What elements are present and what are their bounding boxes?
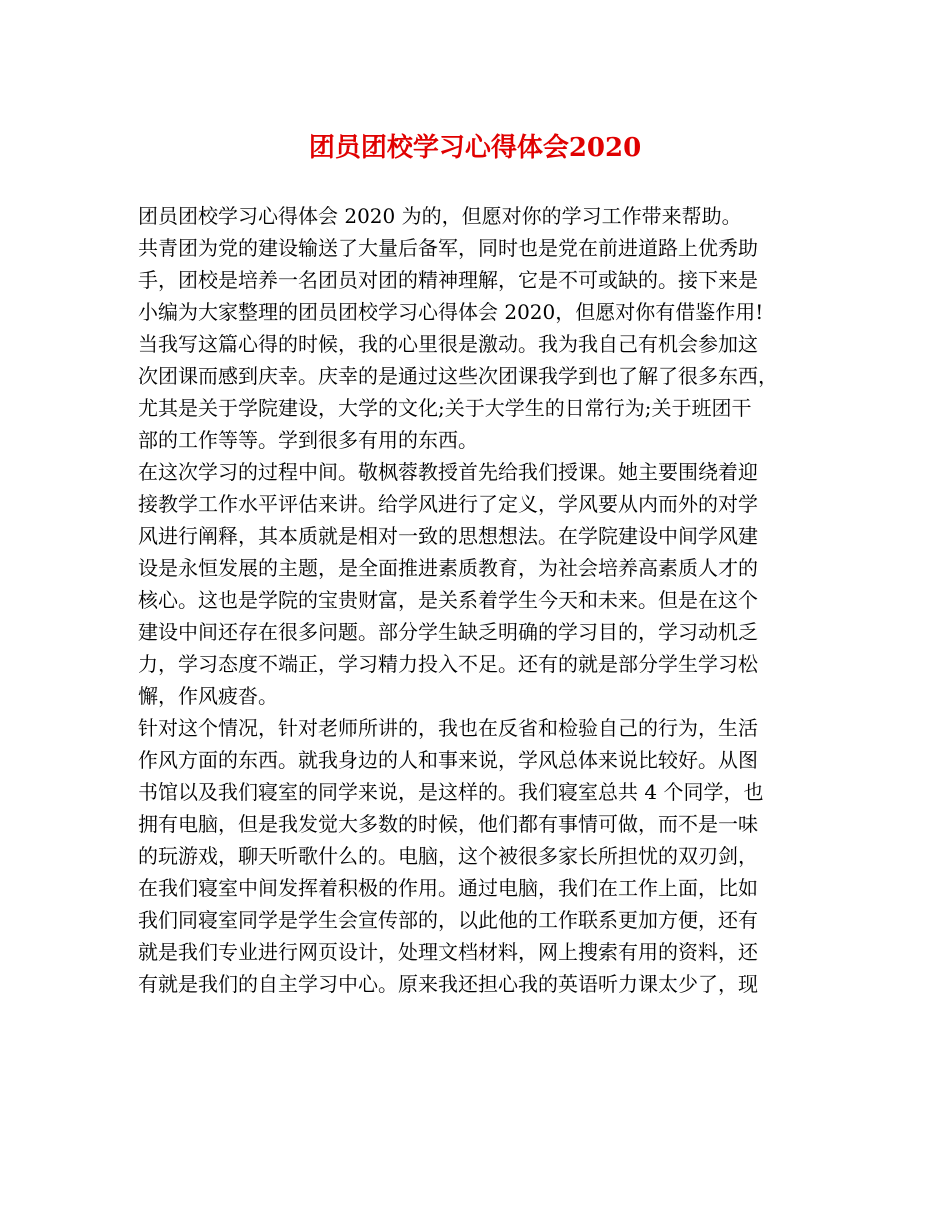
text-line: 拥有电脑，但是我发觉大多数的时候，他们都有事情可做，而不是一味 [138,812,758,836]
text-line: 次团课而感到庆幸。庆幸的是通过这些次团课我学到也了解了很多东西， [138,364,778,388]
text-line: 小编为大家整理的团员团校学习心得体会 2020，但愿对你有借鉴作用! [138,300,764,324]
text-line: 核心。这也是学院的宝贵财富，是关系着学生今天和未来。但是在这个 [138,588,758,612]
text-line: 手，团校是培养一名团员对团的精神理解，它是不可或缺的。接下来是 [138,268,758,292]
text-line: 作风方面的东西。就我身边的人和事来说，学风总体来说比较好。从图 [138,748,758,772]
text-line: 共青团为党的建设输送了大量后备军，同时也是党在前进道路上优秀助 [138,236,758,260]
text-line: 建设中间还存在很多问题。部分学生缺乏明确的学习目的，学习动机乏 [138,620,758,644]
text-line: 的玩游戏，聊天听歌什么的。电脑，这个被很多家长所担忧的双刃剑， [138,844,758,868]
text-line: 懈，作风疲沓。 [138,684,278,708]
text-line: 就是我们专业进行网页设计，处理文档材料，网上搜索有用的资料，还 [138,940,758,964]
text-line: 力，学习态度不端正，学习精力投入不足。还有的就是部分学生学习松 [138,652,758,676]
text-line: 接教学工作水平评估来讲。给学风进行了定义，学风要从内而外的对学 [138,492,758,516]
text-line: 风进行阐释，其本质就是相对一致的思想想法。在学院建设中间学风建 [138,524,758,548]
text-line: 在这次学习的过程中间。敬枫蓉教授首先给我们授课。她主要围绕着迎 [138,460,758,484]
text-line: 设是永恒发展的主题，是全面推进素质教育，为社会培养高素质人才的 [138,556,758,580]
text-line: 当我写这篇心得的时候，我的心里很是激动。我为我自己有机会参加这 [138,332,758,356]
text-line: 有就是我们的自主学习中心。原来我还担心我的英语听力课太少了，现 [138,972,758,996]
document-body [138,200,818,1000]
text-line: 部的工作等等。学到很多有用的东西。 [138,428,478,452]
text-line: 在我们寝室中间发挥着积极的作用。通过电脑，我们在工作上面，比如 [138,876,758,900]
text-line: 针对这个情况，针对老师所讲的，我也在反省和检验自己的行为，生活 [138,716,758,740]
text-line: 团员团校学习心得体会 2020 为的，但愿对你的学习工作带来帮助。 [138,204,742,228]
text-line: 尤其是关于学院建设，大学的文化;关于大学生的日常行为;关于班团干 [138,396,752,420]
text-line: 我们同寝室同学是学生会宣传部的，以此他的工作联系更加方便，还有 [138,908,758,932]
document-title: 团员团校学习心得体会2020 [308,133,642,163]
text-line: 书馆以及我们寝室的同学来说，是这样的。我们寝室总共 4 个同学，也 [138,780,764,804]
